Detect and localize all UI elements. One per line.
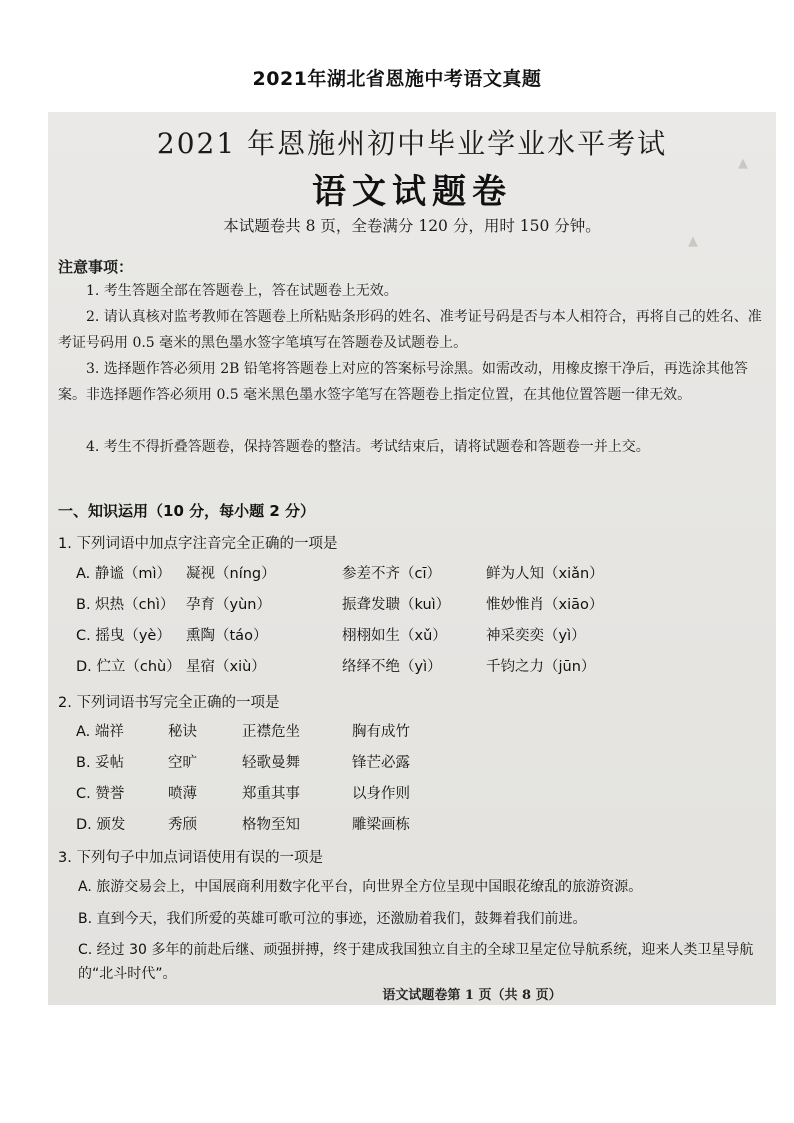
- option-word: 正襟危坐: [242, 724, 300, 740]
- exam-info: 本试题卷共 8 页，全卷满分 120 分，用时 150 分钟。: [223, 217, 601, 235]
- note-item: 3. 选择题作答必须用 2B 铅笔将答题卷上对应的答案标号涂黑。如需改动，用橡皮擦干净后，再选涂其他答案。非选择题作答必须用 0.5 毫米黑色墨水签字笔写在答题卷上指定位置，在其他位置答题一律无效。: [58, 361, 748, 403]
- option-row: [76, 561, 776, 587]
- option-word: 参差不齐（cī）: [342, 566, 442, 582]
- option-word: 轻歌曼舞: [242, 755, 300, 771]
- option-word: A. 端祥: [76, 724, 124, 740]
- option-word: 惟妙惟肖（xiāo）: [486, 597, 604, 613]
- question-stem: 2. 下列词语书写完全正确的一项是: [58, 695, 280, 711]
- option-word: 星宿（xiù）: [186, 659, 266, 675]
- notes-heading: 注意事项：: [58, 258, 134, 276]
- option-word: 雕梁画栋: [352, 817, 410, 833]
- option-row: [76, 781, 776, 807]
- option-word: 栩栩如生（xǔ）: [342, 628, 447, 644]
- bleed-through-mark: ▲: [738, 156, 748, 171]
- question-stem: 3. 下列句子中加点词语使用有误的一项是: [58, 850, 323, 866]
- note-item: 2. 请认真核对监考教师在答题卷上所粘贴条形码的姓名、准考证号码是否与本人相符合，再将自己的姓名、准考证号码用 0.5 毫米的黑色墨水签字笔填写在答题卷及试题卷上。: [58, 309, 762, 351]
- sentence-option: C. 经过 30 多年的前赴后继、顽强拼搏，终于建成我国独立自主的全球卫星定位导航系统，迎来人类卫星导航的“北斗时代”。: [78, 942, 754, 982]
- option-row: [76, 750, 776, 776]
- exam-subtitle: 语文试题卷: [312, 172, 512, 212]
- option-word: C. 赞誉: [76, 786, 125, 802]
- note-item: 1. 考生答题全部在答题卷上，答在试题卷上无效。: [86, 283, 398, 299]
- option-row: [76, 592, 776, 618]
- option-word: D. 伫立（chù）: [76, 659, 181, 675]
- note-item: 4. 考生不得折叠答题卷，保持答题卷的整洁。考试结束后，请将试题卷和答题卷一并上交。: [86, 439, 650, 455]
- option-row: [76, 623, 776, 649]
- sentence-option: B. 直到今天，我们所爱的英雄可歌可泣的事迹，还激励着我们，鼓舞着我们前进。: [78, 911, 587, 927]
- option-word: 胸有成竹: [352, 724, 410, 740]
- option-row: [76, 654, 776, 680]
- bleed-through-mark: ▲: [688, 234, 698, 249]
- sentence-option: A. 旅游交易会上，中国展商利用数字化平台，向世界全方位呈现中国眼花缭乱的旅游资源。: [78, 879, 643, 895]
- option-word: 振聋发聩（kuì）: [342, 597, 451, 613]
- option-word: 神采奕奕（yì）: [486, 628, 586, 644]
- option-word: D. 颁发: [76, 817, 126, 833]
- option-row: [76, 719, 776, 745]
- option-word: 锋芒必露: [352, 755, 410, 771]
- option-word: 凝视（níng）: [186, 566, 276, 582]
- question-stem: 1. 下列词语中加点字注音完全正确的一项是: [58, 536, 338, 552]
- option-word: 熏陶（táo）: [186, 628, 268, 644]
- option-word: 喷薄: [168, 786, 197, 802]
- option-word: 空旷: [168, 755, 197, 771]
- page-footer: 语文试题卷第 1 页（共 8 页）: [382, 988, 562, 1003]
- option-word: 以身作则: [352, 786, 410, 802]
- option-word: 格物至知: [242, 817, 300, 833]
- exam-title: 2021 年恩施州初中毕业学业水平考试: [156, 127, 668, 160]
- option-word: B. 炽热（chì）: [76, 597, 175, 613]
- exam-paper-photo: [48, 112, 776, 1005]
- option-word: 秀颀: [168, 817, 197, 833]
- option-word: 络绎不绝（yì）: [342, 659, 442, 675]
- option-word: 秘诀: [168, 724, 197, 740]
- document-title: 2021年湖北省恩施中考语文真题: [252, 68, 542, 90]
- option-word: 千钧之力（jūn）: [486, 659, 596, 675]
- option-row: [76, 812, 776, 838]
- option-word: 郑重其事: [242, 786, 300, 802]
- option-word: 孕育（yùn）: [186, 597, 271, 613]
- option-word: A. 静谧（mì）: [76, 566, 172, 582]
- option-word: B. 妥帖: [76, 755, 125, 771]
- option-word: 鲜为人知（xiǎn）: [486, 566, 604, 582]
- option-word: C. 摇曳（yè）: [76, 628, 171, 644]
- section-heading: 一、知识运用（10 分，每小题 2 分）: [58, 502, 315, 520]
